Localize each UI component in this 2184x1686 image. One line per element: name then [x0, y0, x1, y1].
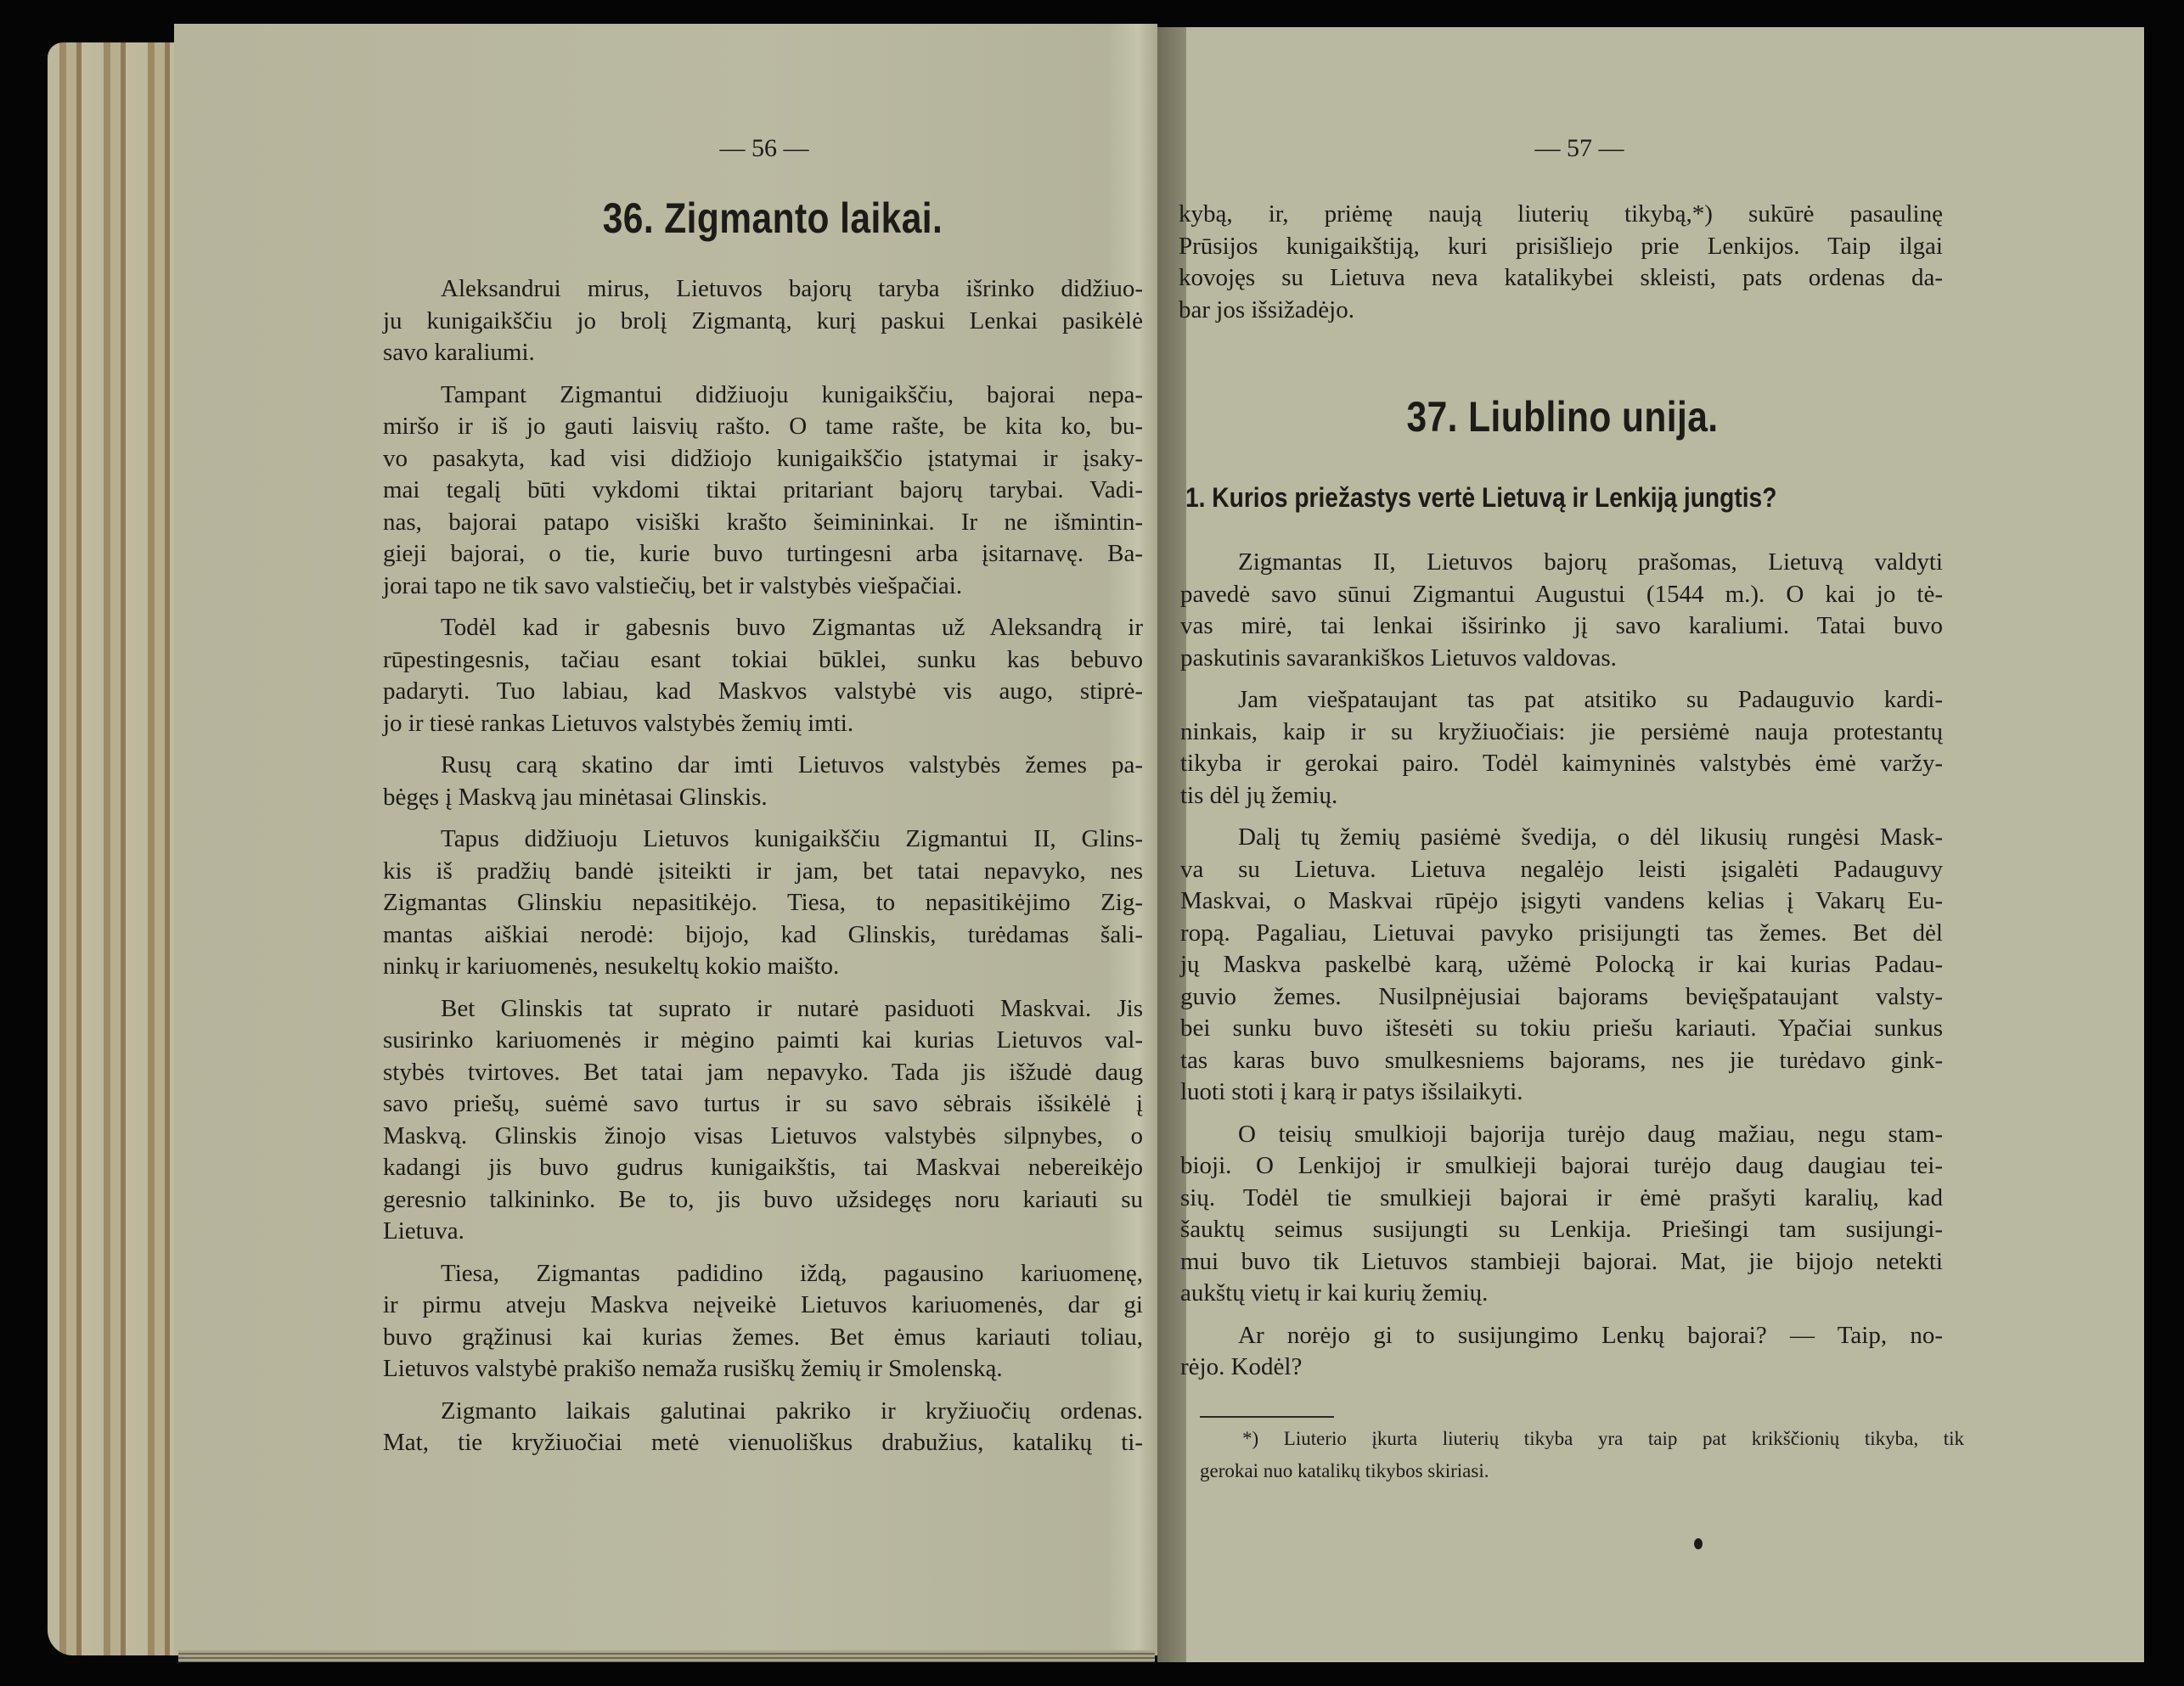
left-body-text — [383, 273, 1143, 1470]
text-line: gieji bajorai, o tie, kurie buvo turtingesni arba įsitarnavę. Ba- — [383, 540, 1143, 567]
text-line: geresnio talkininko. Be to, jis buvo užsidegęs noru kariauti su — [383, 1185, 1143, 1213]
page-stack-bottom — [178, 1650, 1155, 1662]
text-line: rėjo. Kodėl? — [1180, 1353, 1303, 1380]
text-line: vas mirė, tai lenkai išsirinko jį savo karaliumi. Tatai buvo — [1180, 612, 1943, 639]
page-edges — [48, 42, 192, 1655]
text-line: O teisių smulkioji bajorija turėjo daug mažiau, negu stam- — [1238, 1120, 1943, 1148]
paragraph — [383, 1258, 1143, 1385]
text-line: Mat, tie kryžiuočiai metė vienuoliškus drabužius, katalikų ti- — [383, 1429, 1143, 1456]
text-line: Tapus didžiuoju Lietuvos kunigaikščiu Zigmantui II, Glins- — [441, 825, 1143, 852]
text-line: bėgęs į Maskvą jau minėtasai Glinskis. — [383, 783, 768, 811]
text-line: vo pasakyta, kad visi didžiojo kunigaikščio įstatymai ir įsaky- — [383, 444, 1143, 472]
text-line: kis iš pradžių bandė įsiteikti ir jam, bet tatai nepavyko, nes — [383, 857, 1143, 885]
footnote-line: *) Liuterio įkurta liuterių tikyba yra taip pat krikščionių tikyba, tik — [1242, 1428, 1964, 1449]
text-line: bar jos išsižadėjo. — [1179, 295, 1354, 323]
paragraph — [383, 993, 1143, 1248]
text-line: ropą. Pagaliau, Lietuvai pavyko prisijungti tas žemes. Bet dėl — [1180, 919, 1943, 947]
text-line: Aleksandrui mirus, Lietuvos bajorų taryba išrinko didžiuo- — [441, 275, 1143, 302]
text-line: tis dėl jų žemių. — [1180, 781, 1338, 809]
text-line: jų Maskva paskelbė karą, užėmė Polocką ir kai kurias Padau- — [1180, 951, 1943, 978]
text-line: bioji. O Lenkijoj ir smulkieji bajorai turėjo daug daugiau tei- — [1180, 1152, 1943, 1179]
right-body-text — [1180, 547, 1943, 1394]
page-number-right: — 57 — — [1534, 134, 1624, 162]
text-line: Prūsijos kunigaikštiją, kuri prisišliejo prie Lenkijos. Taip ilgai — [1179, 232, 1943, 260]
text-line: mui buvo tik Lietuvos stambieji bajorai. Mat, jie bijojo netekti — [1180, 1247, 1943, 1275]
text-line: susirinko kariuomenės ir mėgino paimti kai kurias Lietuvos val- — [383, 1026, 1143, 1054]
text-line: Zigmanto laikais galutinai pakriko ir kryžiuočių ordenas. — [441, 1397, 1143, 1425]
text-line: mantas aiškiai nerodė: bijojo, kad Glinskis, turėdamas šali- — [383, 920, 1143, 948]
text-line: bei sunku buvo ištesėti su tokiu priešu kariauti. Ypačiai sunkus — [1180, 1014, 1943, 1042]
text-line: kovojęs su Lietuva neva katalikybei skleisti, pats ordenas da- — [1179, 264, 1943, 291]
text-line: padaryti. Tuo labiau, kad Maskvos valstybė vis augo, stiprė- — [383, 677, 1143, 705]
text-line: jorai tapo ne tik savo valstiečių, bet ir valstybės viešpačiai. — [383, 571, 963, 599]
text-line: pavedė savo sūnui Zigmantui Augustui (1544 m.). O kai jo tė- — [1180, 580, 1943, 608]
text-line: šauktų seimus susijungti su Lenkija. Priešingi tam susijungi- — [1180, 1216, 1943, 1243]
text-line: Ar norėjo gi to susijungimo Lenkų bajorai? — Taip, no- — [1238, 1321, 1943, 1349]
text-line: buvo grąžinusi kai kurias žemes. Bet ėmus kariauti toliau, — [383, 1323, 1143, 1351]
text-line: va su Lietuva. Lietuva negalėjo leisti įsigalėti Padauguvy — [1180, 855, 1943, 883]
paragraph — [383, 379, 1143, 603]
paragraph — [1180, 1119, 1943, 1310]
text-line: aukštų vietų ir kai kurių žemių. — [1180, 1279, 1489, 1307]
text-line: tas karas buvo smulkesniems bajorams, nes jie turėdavo gink- — [1180, 1046, 1943, 1074]
text-line: Zigmantas Glinskiu nepasitikėjo. Tiesa, to nepasitikėjimo Zig- — [383, 889, 1143, 916]
text-line: ir pirmu atveju Maskva neįveikė Lietuvos kariuomenės, dar gi — [383, 1291, 1143, 1318]
footnote-rule — [1200, 1416, 1334, 1418]
ink-spot — [1694, 1538, 1703, 1549]
text-line: mai tegalį būti vykdomi tiktai pritariant bajorų tarybai. Vadi- — [383, 476, 1143, 503]
paragraph — [383, 612, 1143, 739]
text-line: jo ir tiesė rankas Lietuvos valstybės žemių imti. — [383, 709, 854, 737]
footnote-line: gerokai nuo katalikų tikybos skiriasi. — [1200, 1460, 1489, 1481]
text-line: tikyba ir gerokai pairo. Todėl kaimyninės valstybės ėmė varžy- — [1180, 750, 1943, 777]
text-line: Todėl kad ir gabesnis buvo Zigmantas už Aleksandrą ir — [441, 614, 1143, 641]
text-line: ninkų ir kariuomenės, nesukeltų kokio maišto. — [383, 953, 840, 980]
text-line: Lietuva. — [383, 1217, 464, 1245]
text-line: Maskvą. Glinskis žinojo visas Lietuvos valstybės silpnybes, o — [383, 1121, 1143, 1149]
text-line: Maskvai, o Maskvai rūpėjo įsigyti vandens kelias į Vakarų Eu- — [1180, 887, 1943, 914]
footnote — [1200, 1423, 1964, 1487]
text-line: Rusų carą skatino dar imti Lietuvos valstybės žemes pa- — [441, 751, 1143, 778]
paragraph — [383, 1396, 1143, 1459]
paragraph — [1180, 822, 1943, 1109]
text-line: guvio žemes. Nusilpnėjusiai bajorams bevięšpataujant valsty- — [1180, 982, 1943, 1010]
paragraph — [1180, 1320, 1943, 1384]
text-line: savo priešų, suėmė savo turtus ir su savo sėbrais išsikėlė į — [383, 1090, 1143, 1117]
paragraph — [1180, 684, 1943, 812]
section-title-36: 36. Zigmanto laikai. — [602, 194, 943, 242]
text-line: Tampant Zigmantui didžiuoju kunigaikščiu, bajorai nepa- — [441, 380, 1143, 408]
text-line: rūpestingesnis, tačiau esant tokiai būklei, sunku kas bebuvo — [383, 645, 1143, 673]
text-line: sių. Todėl tie smulkieji bajorai ir ėmė prašyti karalių, kad — [1180, 1183, 1943, 1211]
paragraph — [383, 823, 1143, 983]
text-line: Jam viešpataujant tas pat atsitiko su Padauguvio kardi- — [1238, 686, 1943, 713]
page-number-left: — 56 — — [719, 134, 809, 162]
right-continued-text — [1179, 199, 1943, 326]
text-line: kadangi jis buvo gudrus kunigaikštis, tai Maskvai nebereikėjo — [383, 1154, 1143, 1181]
paragraph — [383, 750, 1143, 813]
text-line: Dalį tų žemių pasiėmė švedija, o dėl likusių rungėsi Mask- — [1238, 823, 1943, 851]
paragraph — [383, 273, 1143, 369]
subheading-question: 1. Kurios priežastys vertė Lietuvą ir Lenkiją jungtis? — [1185, 482, 1777, 513]
text-line: ninkais, kaip ir su kryžiuočiais: jie persiėmė nauja protestantų — [1180, 717, 1943, 745]
text-line: paskutinis savarankiškos Lietuvos valdovas. — [1180, 643, 1617, 672]
paragraph — [1180, 547, 1943, 674]
text-line: kybą, ir, priėmę naują liuterių tikybą,*) sukūrė pasaulinę — [1179, 200, 1943, 228]
text-line: Tiesa, Zigmantas padidino iždą, pagausino kariuomenę, — [441, 1259, 1143, 1287]
text-line: stybės tvirtoves. Bet tatai jam nepavyko. Tada jis išžudė daug — [383, 1058, 1143, 1086]
text-line: nas, bajorai patapo visiški krašto šeimininkai. Ir ne išmintin- — [383, 508, 1143, 536]
text-line: Lietuvos valstybė prakišo nemaža rusiškų žemių ir Smolenską. — [383, 1355, 1003, 1382]
text-line: Bet Glinskis tat suprato ir nutarė pasiduoti Maskvai. Jis — [441, 994, 1143, 1022]
text-line: Zigmantas II, Lietuvos bajorų prašomas, Lietuvą valdyti — [1238, 548, 1943, 576]
section-title-37: 37. Liublino unija. — [1406, 393, 1719, 441]
text-line: ju kunigaikščiu jo brolį Zigmantą, kurį paskui Lenkai pasikėlė — [383, 306, 1143, 334]
text-line: luoti stoti į karą ir patys išsilaikyti. — [1180, 1078, 1523, 1105]
text-line: savo karaliumi. — [383, 339, 535, 366]
text-line: miršo ir iš jo gauti laisvių rašto. O tame rašte, be kita ko, bu- — [383, 413, 1143, 440]
